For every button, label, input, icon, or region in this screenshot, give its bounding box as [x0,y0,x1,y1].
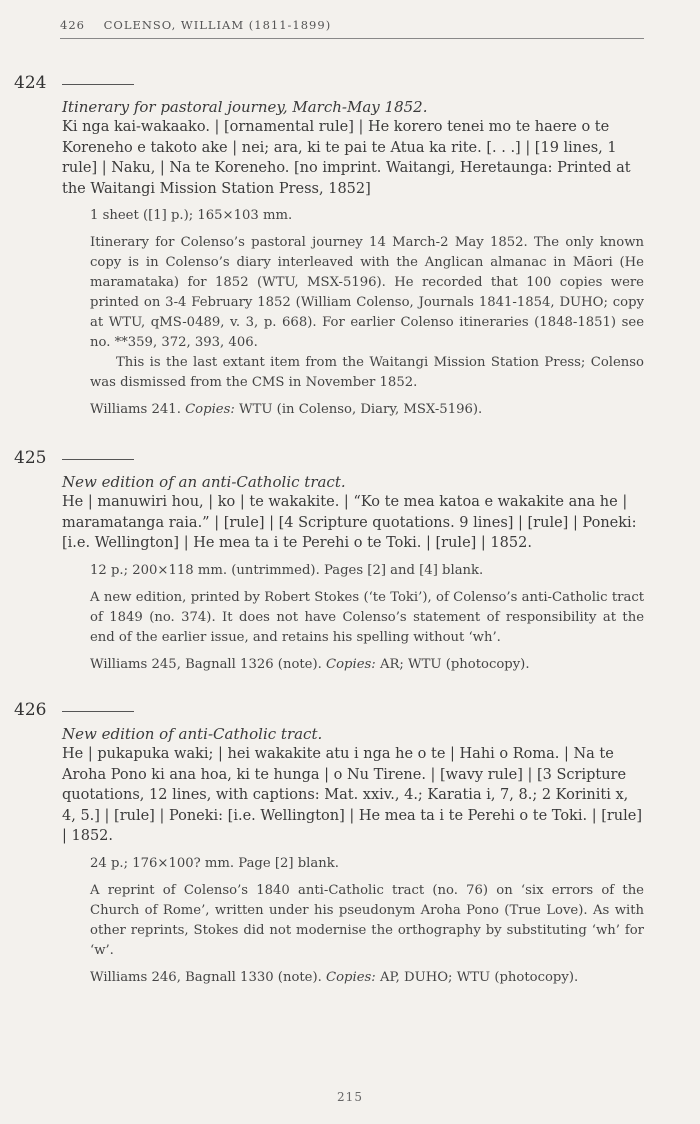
entry-physical-description: 24 p.; 176×100? mm. Page [2] blank. [90,855,339,871]
entry-references [90,400,644,420]
entry-body [62,97,644,420]
entry-notes [90,233,644,393]
entry-rule [62,711,134,712]
entry-reference-text: Williams 241. [90,402,181,417]
entry-note-paragraph: A new edition, printed by Robert Stokes (‘te Toki’), of Colenso’s anti-Catholic tract of 1849 (no. 374). It does not have Colenso’s statement of responsibility at the end of the earlier issue, and retains his spelling without ‘wh’. [90,589,644,645]
entry-notes [90,881,644,961]
page-number: 215 [337,1090,363,1104]
entry-number: 426 [14,700,47,720]
copies-text: AR; WTU (photocopy). [379,656,530,672]
entry-note-paragraph: A reprint of Colenso’s 1840 anti-Catholic tract (no. 76) on ‘six errors of the Church of Rome’, written under his pseudonym Aroha Pono (True Love). As with other reprints, Stokes did not modernise the orthography by substituting ‘wh’ for ‘w’. [90,882,644,958]
running-header [60,18,644,39]
entry-reference-text: Williams 246, Bagnall 1330 (note). [90,969,322,985]
entry-physical-description: 12 p.; 200×118 mm. (untrimmed). Pages [2] and [4] blank. [90,562,484,578]
copies-label: Copies: [185,402,235,417]
header-title: COLENSO, WILLIAM (1811-1899) [103,18,332,32]
entry-rule [62,84,134,85]
entry-rule [62,459,134,460]
entry-body [62,472,644,675]
entry-references [90,968,644,988]
copies-text: AP, DUHO; WTU (photocopy). [379,969,579,985]
copies-label: Copies: [326,656,376,672]
entry-note-paragraph: This is the last extant item from the Waitangi Mission Station Press; Colenso was dismissed from the CMS in November 1852. [90,355,644,390]
entry-title: New edition of anti-Catholic tract. [62,725,323,743]
header-page-number: 426 [60,18,85,32]
entry-physical-description: 1 sheet ([1] p.); 165×103 mm. [90,208,293,223]
entry-transcription: Ki nga kai-wakaako. | [ornamental rule] | He korero tenei mo te haere o te Koreneho e takoto ake | nei; ara, ki te pai te Atua ka rite. [. . .] | [19 lines, 1 rule] | Naku, | Na te Koreneho. [no imprint. Waitangi, Heretaunga: Printed at the Waitangi Mission Station Press, 1852] [62,119,631,197]
entry-transcription: He | pukapuka waki; | hei wakakite atu i nga he o te | Hahi o Roma. | Na te Aroha Pono ki ana hoa, ki te hunga | o Nu Tirene. | [wavy rule] | [3 Scripture quotations, 12 lines, with captions: Mat. xxiv., 4.; Karatia i, 7, 8.; 2 Koriniti x, 4, 5.] | [rule] | Poneki: [i.e. Wellington] | He mea ta i te Perehi o te Toki. | [rule] | 1852. [62,746,642,844]
entry-transcription: He | manuwiri hou, | ko | te wakakite. | “Ko te mea katoa e wakakite ana he | maramatanga raia.” | [rule] | [4 Scripture quotations. 9 lines] | [rule] | Poneki: [i.e. Wellington] | He mea ta i te Perehi o te Toki. | [rule] | 1852. [62,494,637,551]
entry-body [62,724,644,988]
copies-label: Copies: [326,969,376,985]
entry-number: 424 [14,73,47,93]
entry-title: New edition of an anti-Catholic tract. [62,473,346,491]
copies-text: WTU (in Colenso, Diary, MSX-5196). [239,402,483,417]
entry-note-paragraph: Itinerary for Colenso’s pastoral journey 14 March-2 May 1852. The only known copy is in Colenso’s diary interleaved with the Anglican almanac in Māori (He maramataka) for 1852 (WTU, MSX-5196). He recorded that 100 copies were printed on 3-4 February 1852 (William Colenso, Journals 1841-1854, DUHO; copy at WTU, qMS-0489, v. 3, p. 668). For earlier Colenso itineraries (1848-1851) see no. **359, 372, 393, 406. [90,235,644,350]
entry-number: 425 [14,448,47,468]
entry-reference-text: Williams 245, Bagnall 1326 (note). [90,656,322,672]
entry-notes [90,588,644,648]
entry-references [90,655,644,675]
entry-title: Itinerary for pastoral journey, March-May 1852. [62,98,428,116]
